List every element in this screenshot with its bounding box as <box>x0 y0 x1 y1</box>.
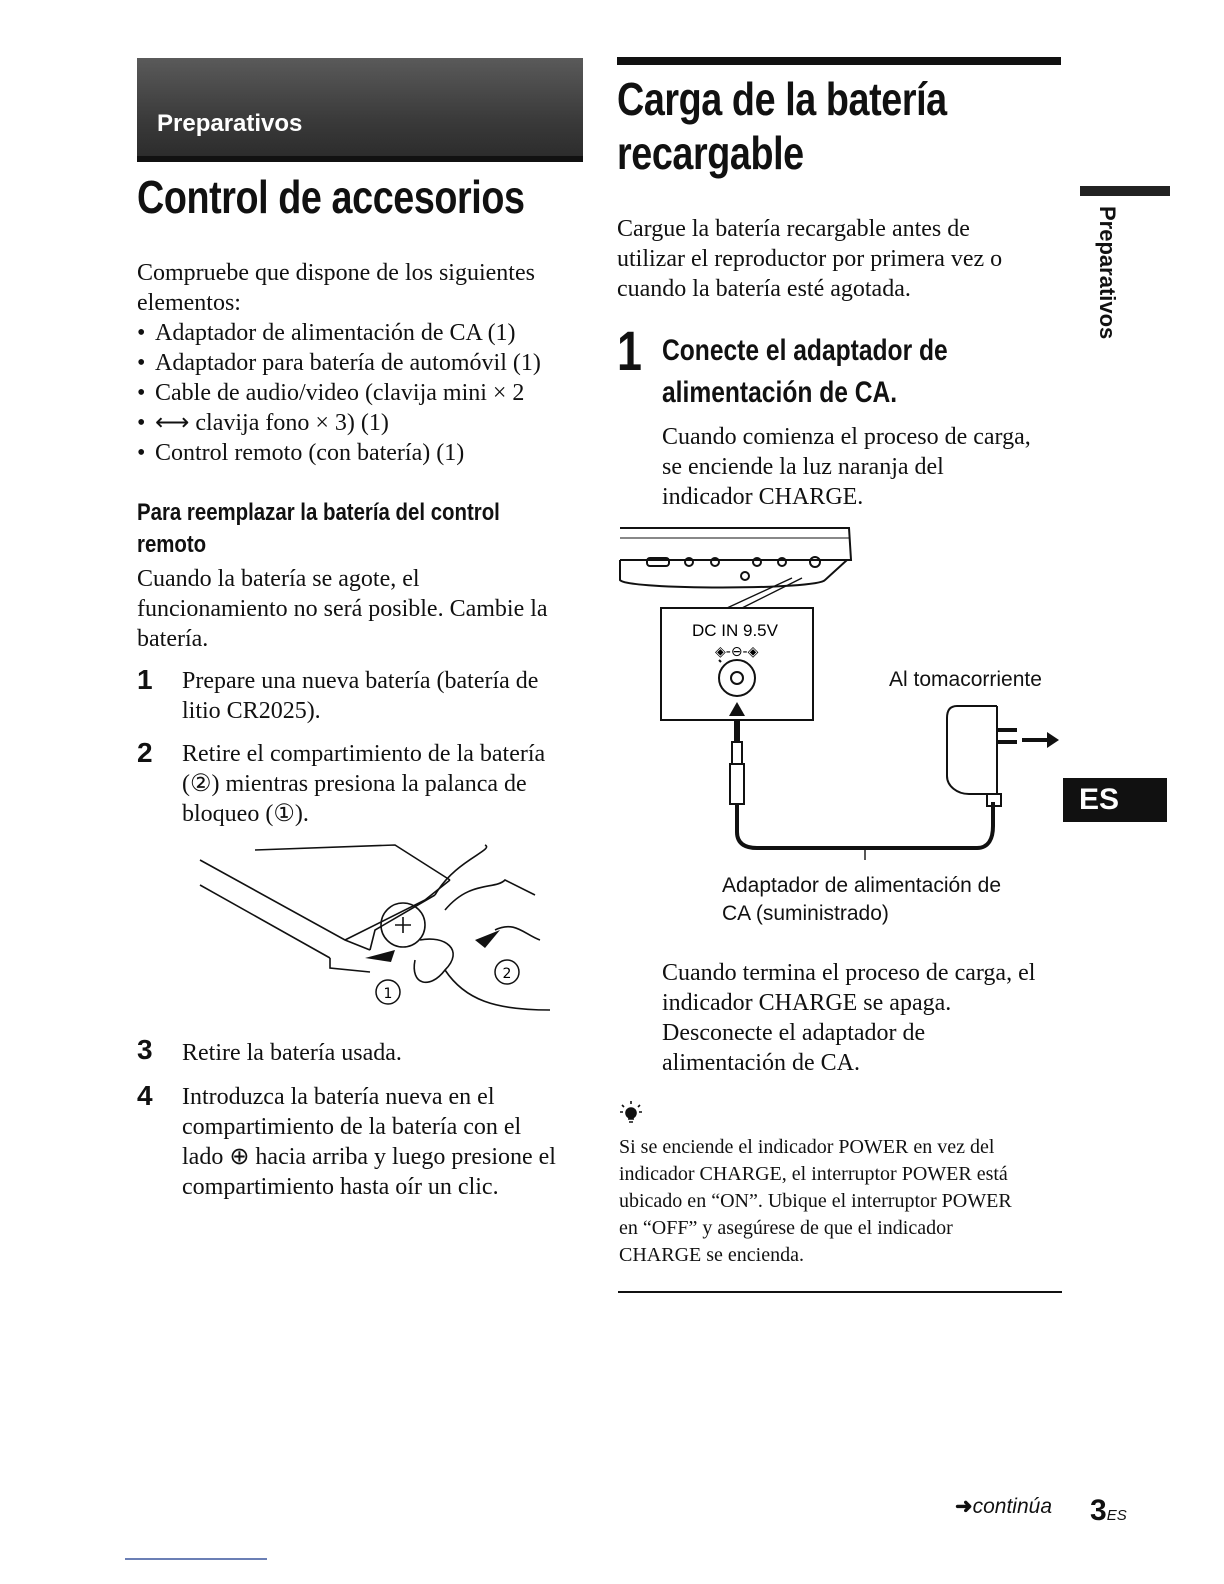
section-end-rule <box>618 1291 1062 1293</box>
text-line: Cargue la batería recargable antes de <box>617 216 970 242</box>
dc-in-label: DC IN 9.5V <box>692 621 778 640</box>
text-line: Si se enciende el indicador POWER en vez del <box>619 1136 995 1158</box>
text-line: Prepare una nueva batería (batería de <box>182 668 539 694</box>
text-line: Retire el compartimiento de la batería <box>182 741 546 767</box>
subheading-battery <box>137 497 579 561</box>
text-line: indicador CHARGE, el interruptor POWER está <box>619 1163 1008 1185</box>
list-item: • Adaptador para batería de automóvil (1) <box>137 348 587 378</box>
text-line: (②) mientras presiona la palanca de <box>182 771 527 797</box>
page-number <box>1090 1494 1127 1528</box>
page-title-left: Control de accesorios <box>137 171 525 223</box>
title-line: recargable <box>617 127 804 179</box>
charge-intro <box>617 214 1067 304</box>
step-heading <box>662 330 1047 414</box>
page-number-suffix: ES <box>1106 1507 1127 1524</box>
text-line: batería. <box>137 626 209 652</box>
text-line: Retire la batería usada. <box>182 1040 402 1066</box>
step-text <box>662 422 1082 512</box>
step-number: 4 <box>137 1080 153 1111</box>
text-line: ubicado en “ON”. Ubique el interruptor POWER <box>619 1190 1012 1212</box>
tip-note <box>619 1134 1079 1269</box>
list-item-continued: • ⟷ clavija fono × 3) (1) <box>137 408 587 438</box>
step-number: 3 <box>137 1034 153 1065</box>
text-line: se enciende la luz naranja del <box>662 454 944 480</box>
after-charge-text <box>662 958 1082 1078</box>
section-underline <box>137 156 583 162</box>
text-line: bloqueo (①). <box>182 801 309 827</box>
text-line: Desconecte el adaptador de <box>662 1020 926 1046</box>
label-line: Adaptador de alimentación de <box>722 874 1002 897</box>
subheading-line: Para reemplazar la batería del control <box>137 499 500 526</box>
figure-label-one: 1 <box>383 986 393 1002</box>
outlet-label: Al tomacorriente <box>889 668 1042 691</box>
text-line: en “OFF” y asegúrese de que el indicador <box>619 1217 953 1239</box>
list-item: • Cable de audio/video (clavija mini × 2 <box>137 378 587 408</box>
text-line: Cuando comienza el proceso de carga, <box>662 424 1031 450</box>
text-line: indicador CHARGE. <box>662 484 864 510</box>
step-text <box>182 739 592 829</box>
text-line: cuando la batería esté agotada. <box>617 276 911 302</box>
text-line: indicador CHARGE se apaga. <box>662 990 952 1016</box>
list-item: • Control remoto (con batería) (1) <box>137 438 587 468</box>
continues-text: continúa <box>972 1495 1053 1518</box>
step-text <box>182 666 592 726</box>
step-number: 1 <box>137 664 153 695</box>
step-number-large: 1 <box>617 319 642 382</box>
section-label: Preparativos <box>157 110 303 137</box>
side-tab-bar <box>1080 186 1170 196</box>
title-line: Carga de la batería <box>617 73 947 125</box>
step-text <box>182 1038 592 1068</box>
arrow-right-icon: ➜ <box>955 1495 973 1518</box>
corner-rule <box>125 1558 267 1560</box>
heading-line: Conecte el adaptador de <box>662 334 948 367</box>
text-line: utilizar el reproductor por primera vez o <box>617 246 1003 272</box>
continues-indicator <box>955 1494 1052 1519</box>
page-number-value: 3 <box>1090 1494 1107 1527</box>
label-line: CA (suministrado) <box>722 902 889 925</box>
step-number: 2 <box>137 737 153 768</box>
accessory-list <box>137 318 587 468</box>
text-line: compartimiento hasta oír un clic. <box>182 1174 499 1200</box>
figure-label-two: 2 <box>502 966 512 982</box>
text-line: compartimiento de la batería con el <box>182 1114 522 1140</box>
adapter-label <box>722 872 1062 928</box>
text-line: lado ⊕ hacia arriba y luego presione el <box>182 1144 556 1170</box>
section-band <box>137 58 583 162</box>
list-item: • Adaptador de alimentación de CA (1) <box>137 318 587 348</box>
subheading-line: remoto <box>137 531 207 558</box>
polarity-icon: ◈-⊖-◈ <box>715 644 759 660</box>
accessories-intro: Compruebe que dispone de los siguientes elementos: <box>137 260 535 316</box>
text-line: CHARGE se encienda. <box>619 1244 804 1266</box>
remote-battery-illustration <box>195 840 565 1020</box>
page-title-right <box>617 72 1043 180</box>
text-line: funcionamiento no será posible. Cambie la <box>137 596 548 622</box>
text-line: Cuando la batería se agote, el <box>137 566 420 592</box>
language-tab: ES <box>1063 778 1167 822</box>
sub-intro <box>137 564 587 654</box>
top-rule <box>617 57 1061 65</box>
step-text <box>182 1082 592 1202</box>
text-line: Introduzca la batería nueva en el <box>182 1084 495 1110</box>
text-line: alimentación de CA. <box>662 1050 860 1076</box>
side-tab-label: Preparativos <box>1095 206 1120 340</box>
heading-line: alimentación de CA. <box>662 376 898 409</box>
tip-lightbulb-icon <box>619 1100 643 1126</box>
text-line: litio CR2025). <box>182 698 321 724</box>
text-line: Cuando termina el proceso de carga, el <box>662 960 1036 986</box>
